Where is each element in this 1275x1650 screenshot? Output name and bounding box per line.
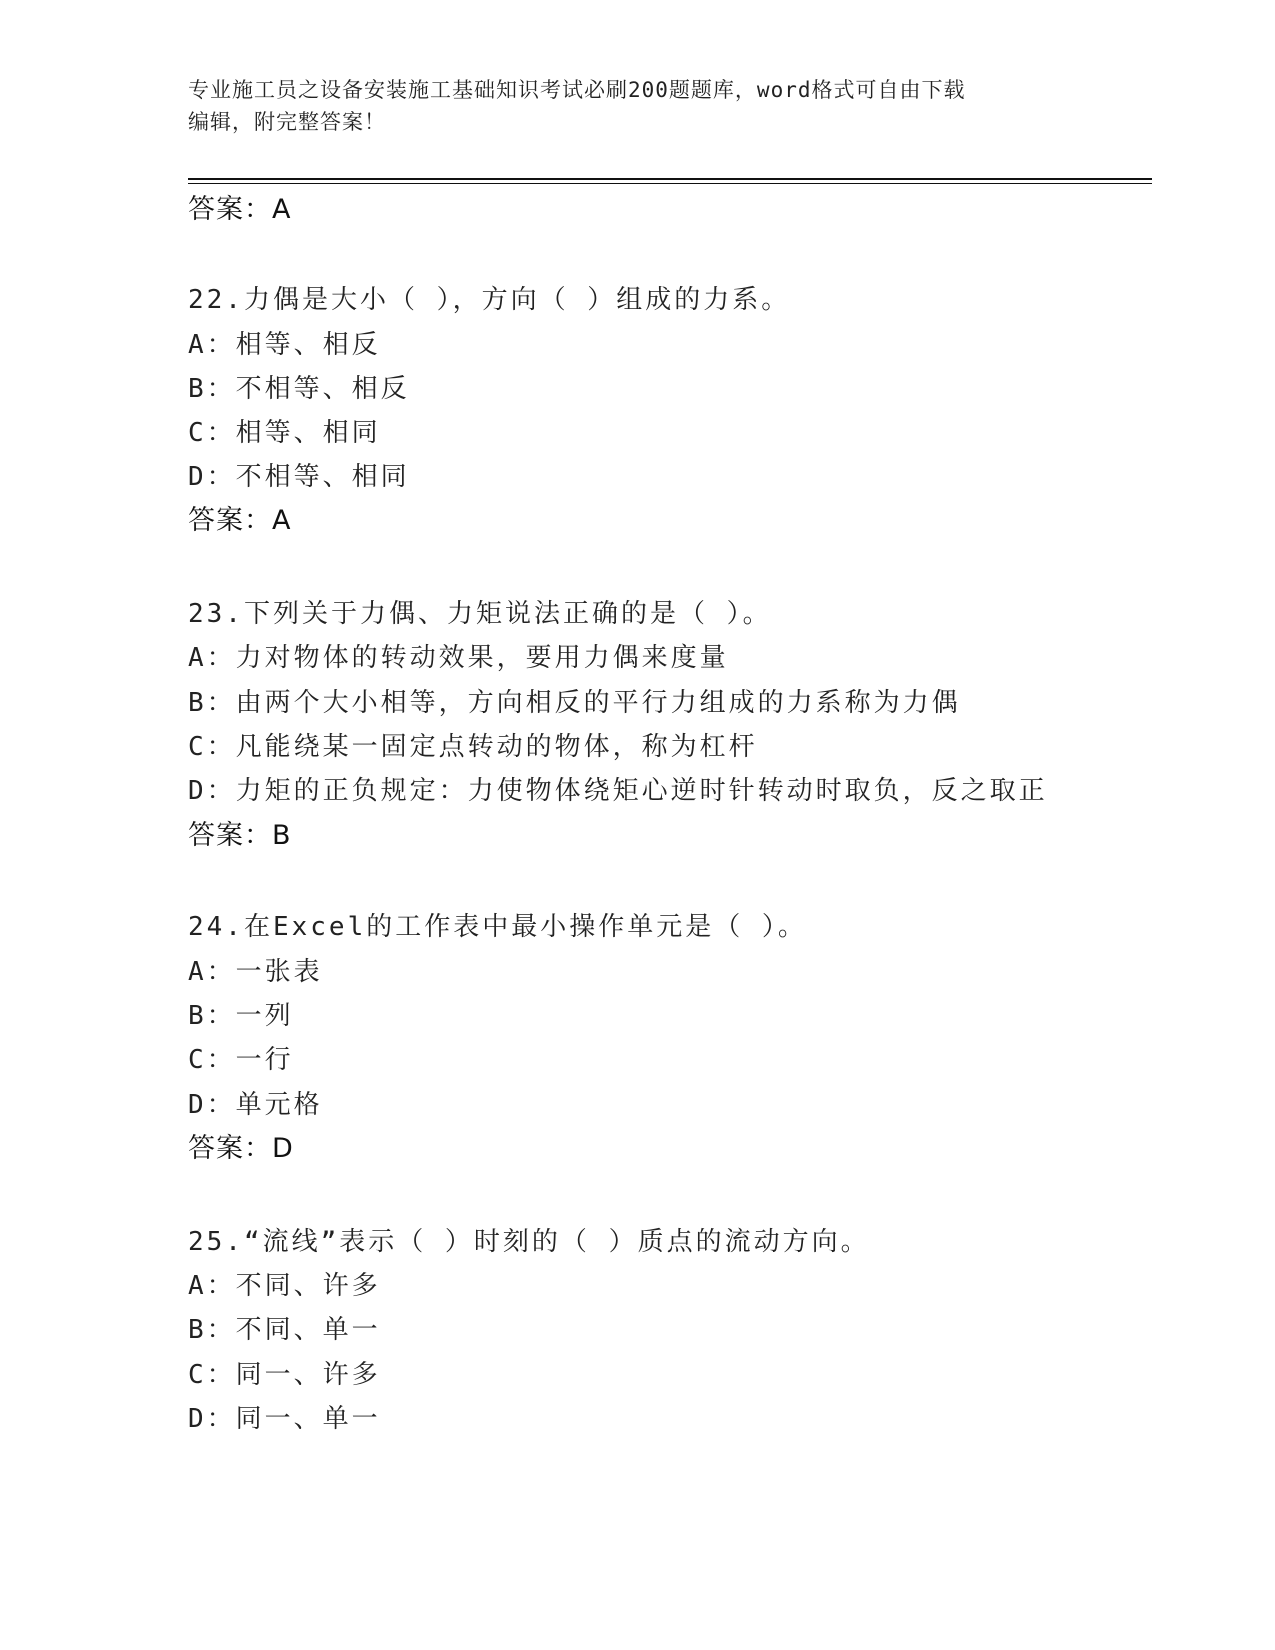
question-25-option-b: B：不同、单一 <box>188 1315 381 1345</box>
question-25-stem: 25.“流线”表示（ ）时刻的（ ）质点的流动方向。 <box>188 1227 870 1257</box>
question-24-option-a: A：一张表 <box>188 957 323 987</box>
answer-23: 答案：B <box>188 820 292 851</box>
answer-22: 答案：A <box>188 505 292 536</box>
question-24-stem: 24.在Excel的工作表中最小操作单元是（ ）。 <box>188 912 807 942</box>
question-23-option-d: D：力矩的正负规定：力使物体绕矩心逆时针转动时取负，反之取正 <box>188 776 1048 806</box>
question-24-option-b: B：一列 <box>188 1001 294 1031</box>
question-22-option-c: C：相等、相同 <box>188 418 381 448</box>
document-header <box>188 74 1088 138</box>
question-22-option-b: B：不相等、相反 <box>188 374 410 404</box>
question-23-option-c: C：凡能绕某一固定点转动的物体，称为杠杆 <box>188 732 758 762</box>
question-25-option-a: A：不同、许多 <box>188 1271 381 1301</box>
header-line-2: 编辑，附完整答案！ <box>188 110 386 134</box>
answer-24: 答案：D <box>188 1133 294 1164</box>
question-24-option-d: D：单元格 <box>188 1090 323 1120</box>
header-rule-thick <box>188 178 1152 180</box>
header-rule-thin <box>188 183 1152 184</box>
answer-21: 答案：A <box>188 194 292 225</box>
question-25-option-c: C：同一、许多 <box>188 1360 381 1390</box>
question-23-option-a: A：力对物体的转动效果，要用力偶来度量 <box>188 643 729 673</box>
question-24-option-c: C：一行 <box>188 1045 294 1075</box>
question-22-option-d: D：不相等、相同 <box>188 462 410 492</box>
question-22-option-a: A：相等、相反 <box>188 330 381 360</box>
question-22-stem: 22.力偶是大小（ ），方向（ ）组成的力系。 <box>188 285 791 315</box>
question-23-stem: 23.下列关于力偶、力矩说法正确的是（ ）。 <box>188 599 772 629</box>
question-23-option-b: B：由两个大小相等，方向相反的平行力组成的力系称为力偶 <box>188 688 961 718</box>
question-25-option-d: D：同一、单一 <box>188 1404 381 1434</box>
header-line-1: 专业施工员之设备安装施工基础知识考试必刷200题题库，word格式可自由下载 <box>188 78 966 102</box>
